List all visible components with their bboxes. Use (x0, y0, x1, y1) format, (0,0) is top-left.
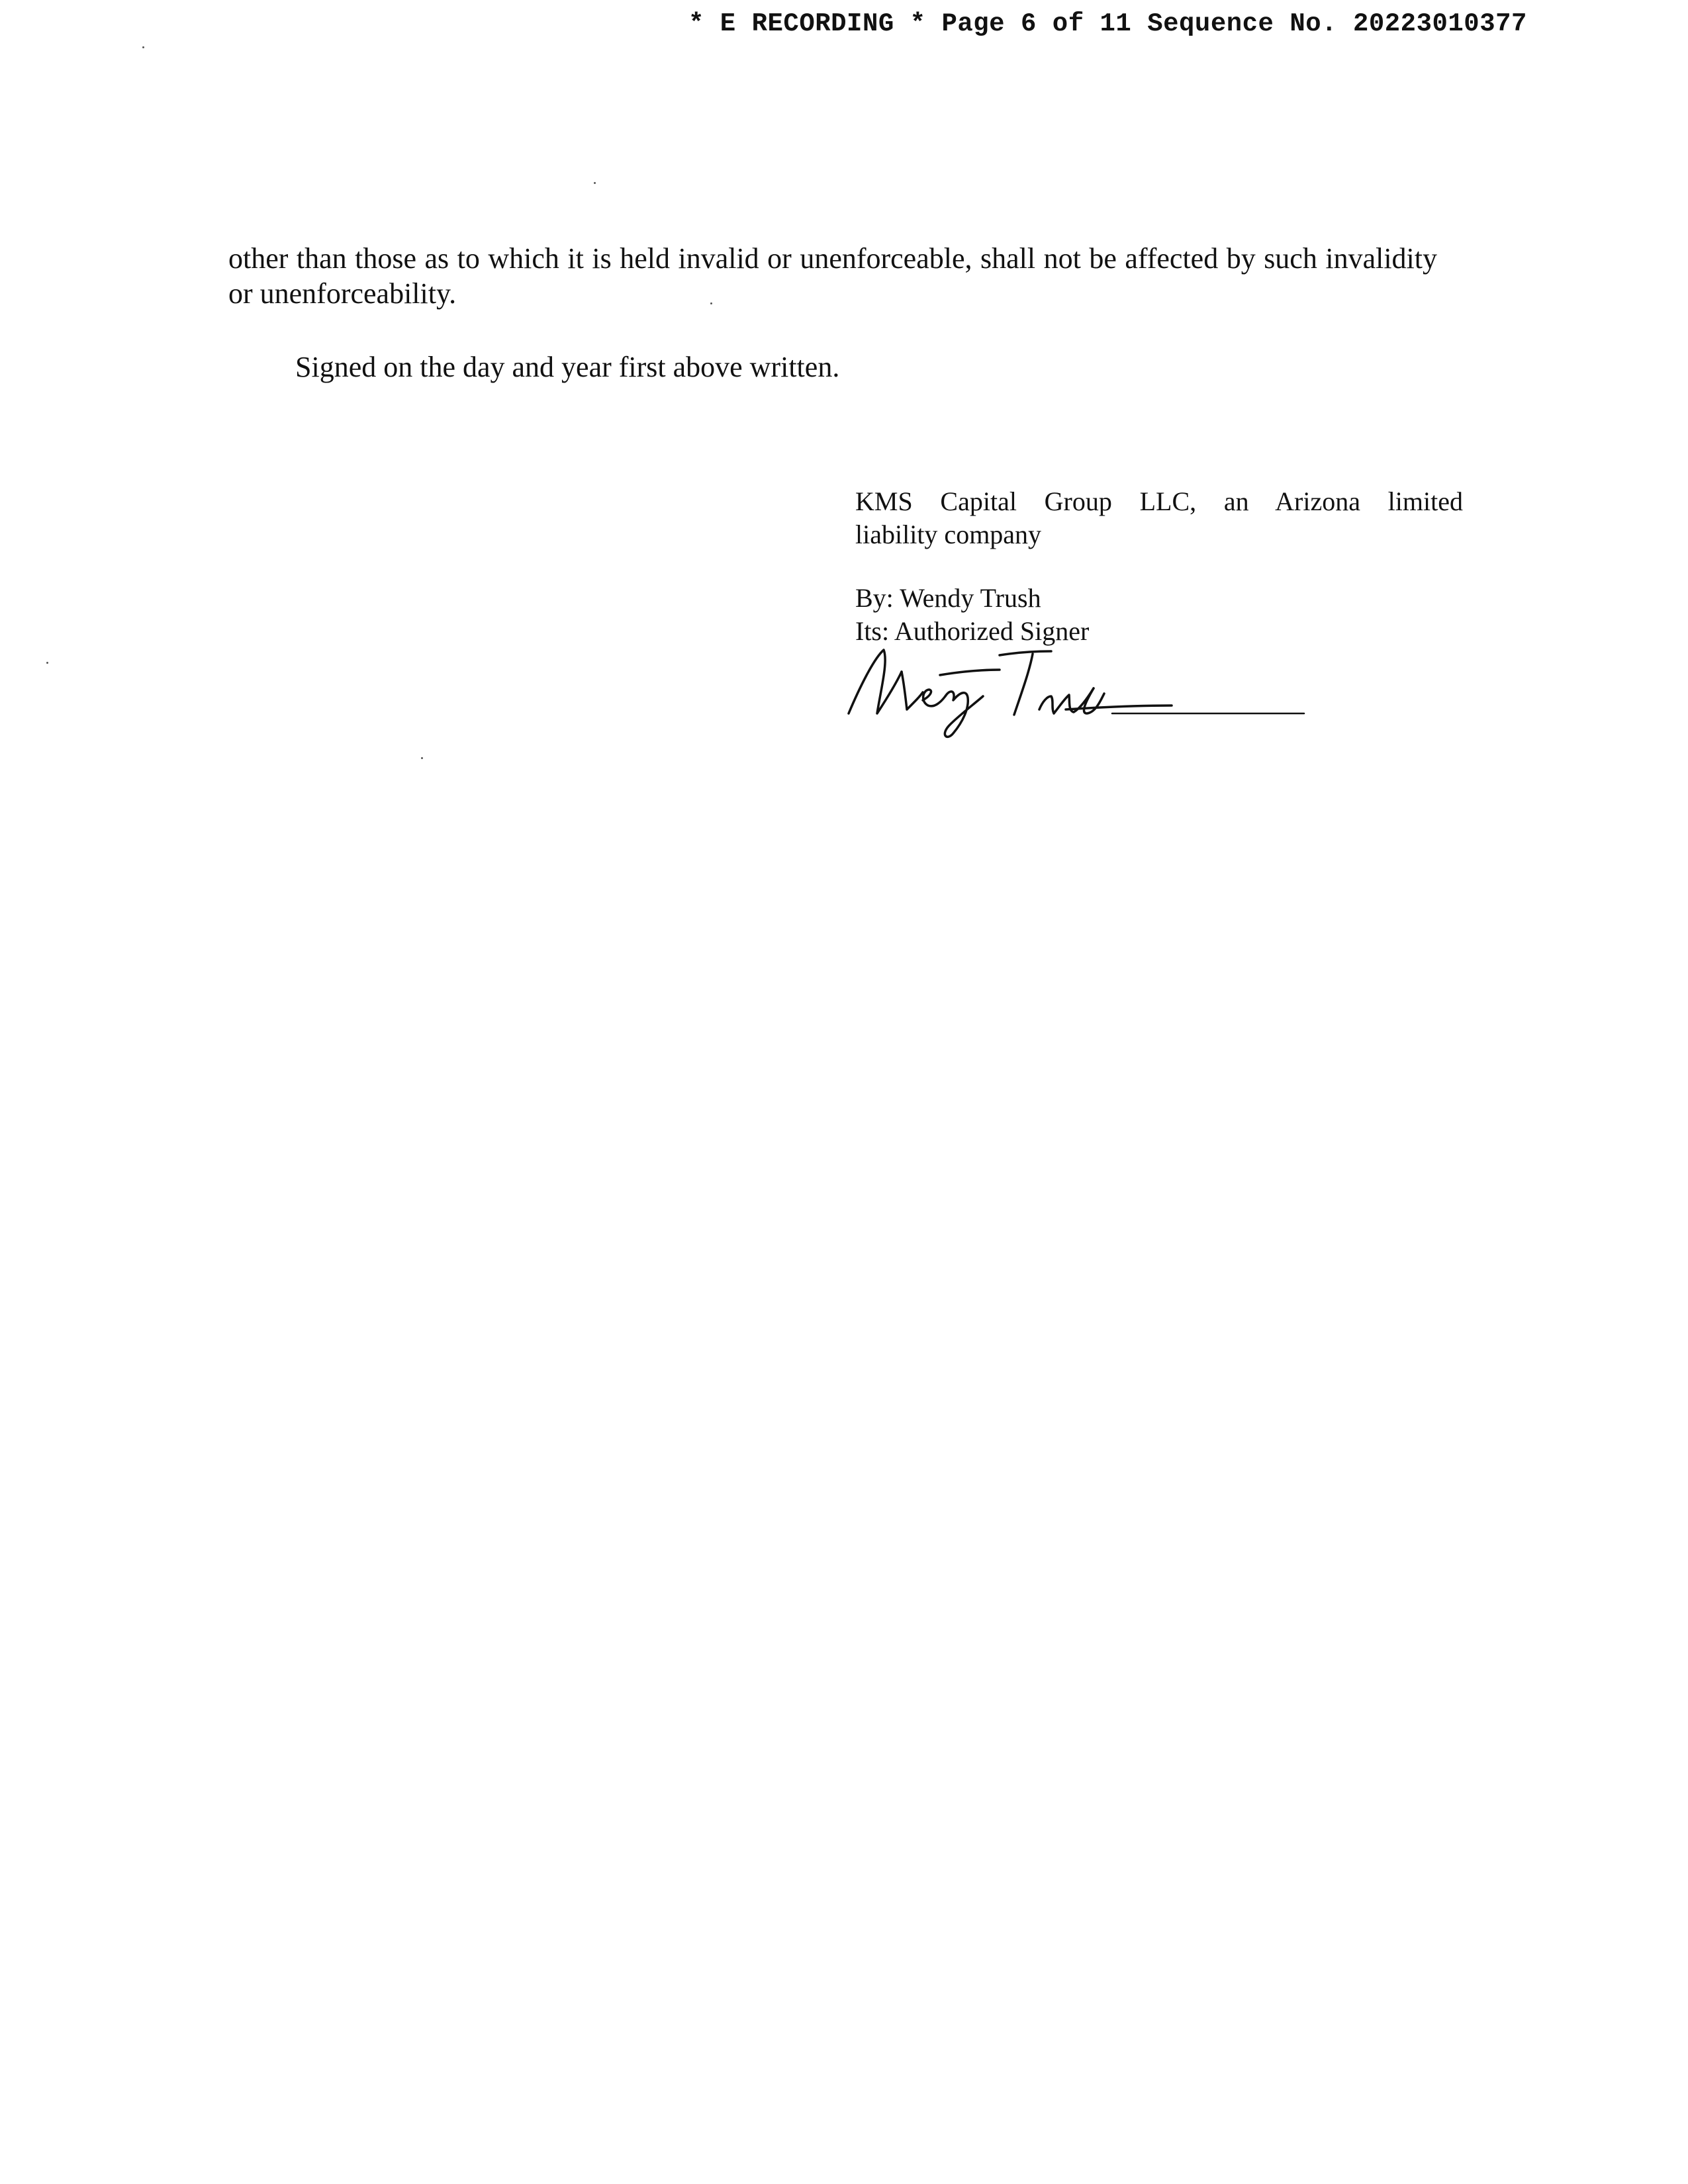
signer-title-line: Its: Authorized Signer (855, 616, 1090, 646)
scan-speck (594, 182, 596, 184)
scan-speck (710, 302, 712, 304)
signature-block (855, 485, 1463, 648)
recording-header: * E RECORDING * Page 6 of 11 Sequence No. 20223010377 (688, 9, 1527, 38)
company-name-line: KMS Capital Group LLC, an Arizona limited (855, 486, 1463, 516)
paragraph-text: other than those as to which it is held invalid or unenforceable, shall not be affected by such invalidity or unenforceability. (228, 242, 1437, 310)
scan-speck (142, 46, 144, 48)
signer-name-line: By: Wendy Trush (855, 583, 1041, 613)
company-type-line: liability company (855, 520, 1042, 549)
body-paragraph (228, 241, 1437, 311)
scan-speck (46, 662, 48, 664)
signed-statement: Signed on the day and year first above written. (295, 351, 840, 383)
signature-area (841, 635, 1311, 741)
handwritten-signature-icon (841, 635, 1311, 741)
scan-speck (421, 757, 423, 759)
